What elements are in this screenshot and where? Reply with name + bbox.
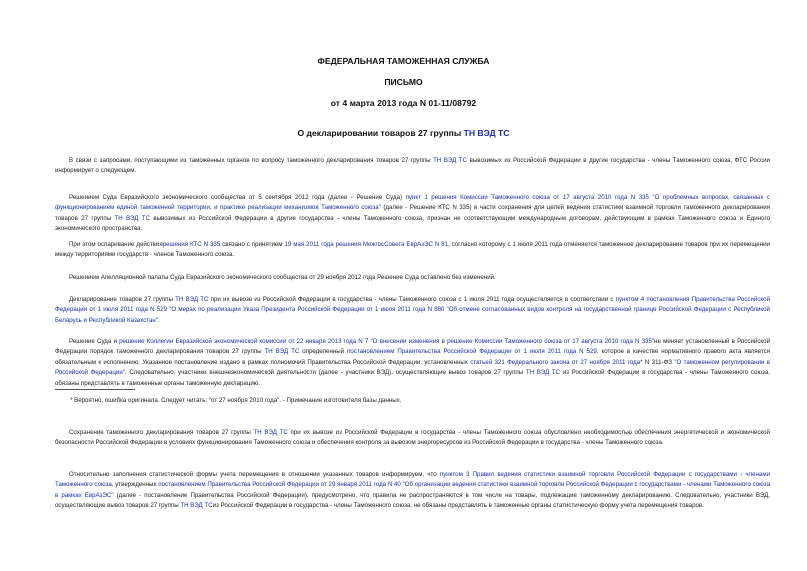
link-kts-decision-335[interactable]: пункт 1 решения Комиссии Таможенного союза от 17 августа 2010 года N 335 "О проблемных вопросах, связанных с функционированием единой таможенной территории, и практике реализации механизмов Таможенного союза" [55,194,770,212]
link-government-resolution-40[interactable]: постановлением Правительства Российской Федерации от 29 января 2011 года N 40 "Об организации ведения статистики взаимной торговли Российской Федерации с государствами - членами Таможенного союза в рамках ЕврАзЭС" [55,481,770,499]
text-span: (далее - Решение КТС N 335) в части сохранения для целей ведения статистики взаимной торговли таможенного декларирования товаров 27 группы [55,204,770,222]
text-span: Относительно заполнения статистической формы учета перемещения в отношении указанных товаров информируем, что [69,471,440,478]
paragraph-7 [55,428,770,449]
text-span: связано с принятием [220,241,285,248]
text-span: (далее - постановление Правительства Российской Федерации), предусмотрено, что правила не распространяются в том числе на товары, подлежащие таможенному декларированию. Следовательно, участники ВЭД, осуществляющие вывоз товаров 27 группы [55,491,770,510]
text-span: не меняет установленный в Российской Федерации порядок таможенного декларирования товаров 27 группы [55,338,771,356]
link-eurasec-decision-81[interactable]: 19 мая 2011 года решения МежгосСовета ЕврАзЭС N 81 [284,241,449,248]
text-span: при их вывозе из Российской Федерации в государства - члены Таможенного союза обусловлено необходимостью обеспечения энергетической и экономической безопасности Российской Федерации в условиях функционирования Таможенного союза и обеспечения контроля за вывозом энергоресурсов из Российской Федерации в государства - члены Таможенного союза. [55,429,770,447]
document-subject [0,128,807,138]
paragraph-4 [55,273,770,283]
paragraph-2 [55,193,770,235]
footnote: * Вероятно, ошибка оригинала. Следует читать: "от 27 ноября 2010 года". - Примечание изготовителя базы данных. [70,397,402,404]
paragraph-1 [55,156,770,177]
text-span: Решением Суда Евразийского экономического сообщества от 5 сентября 2012 года (далее - Решение Суда) [69,194,406,201]
paragraph-6 [55,337,770,389]
text-span: . Следовательно, участники внешнеэкономической деятельности (далее - участники ВЭД), осуществляющие вывоз товаров 27 группы [124,369,526,377]
document-type: ПИСЬМО [384,77,423,87]
agency-title: ФЕДЕРАЛЬНАЯ ТАМОЖЕННАЯ СЛУЖБА [317,56,490,66]
text-span: Сохранение таможенного декларирования товаров 27 группы [69,429,254,436]
link-government-resolution-529[interactable]: пунктом 4 постановления Правительства Российской Федерации от 1 июля 2011 года N 529 "О мерах по реализации Указа Президента Российской Федерации от 1 июля 2011 года N 880 "Об отмене согласованных видов контроля на государственной границе Российской Федерации с Республикой Беларусь и Республикой Казахстан" [55,296,770,324]
link-customs-regulation-law[interactable]: "О таможенном регулировании в Российской Федерации" [55,358,770,377]
paragraph-3 [55,240,770,261]
link-statistics-rules-point-3[interactable]: пунктом 3 Правил ведения статистики взаимной торговли Российской Федерации с государствами - членами Таможенного союза [55,471,770,489]
text-span: Решение Суда и [69,338,120,345]
text-span: , которое в качестве нормативного правого акта является обязательным к исполнению. Указанное постановление издано в рамках полномочий Правительства Российской Федерации, установленных [55,348,770,366]
link-tnved-ts[interactable]: ТН ВЭД ТС [175,296,209,303]
link-federal-law-article-321[interactable]: статьей 321 Федерального закона от 27 ноября 2011 года [470,358,641,366]
link-government-resolution-529[interactable]: постановлением Правительства Российской Федерации от 1 июля 2011 года N 529 [347,348,597,356]
link-tnved-ts[interactable]: ТН ВЭД ТС [433,157,468,164]
text-span: из Российской Федерации в государства - члены Таможенного союза, обязаны представлять в таможенные органы таможенную декларацию. [55,369,770,387]
text-span: В связи с запросами, поступающими из таможенных органов по вопросу таможенного декларирования товаров 27 группы [69,157,434,164]
text-span: при их вывозе из Российской Федерации в государства - члены Таможенного союза с 1 июля 2011 года осуществляется в соответствии с [208,296,616,303]
paragraph-5 [55,295,770,326]
text-span: Декларирование товаров 27 группы [69,296,176,303]
text-span: определенный [299,348,348,356]
link-tnved-ts[interactable]: ТН ВЭД ТС [180,502,213,510]
document-date-number: от 4 марта 2013 года N 01-11/08792 [330,98,477,108]
footnote-divider [55,389,135,390]
subject-link-tnved[interactable]: ТН ВЭД ТС [463,128,510,138]
text-span: . [158,316,160,324]
text-span: Решением Апелляционной палаты Суда Евразийского экономического сообщества от 29 ноября 2012 года Решение Суда оставлено без изменений. [69,274,496,281]
link-kts-decision-335[interactable]: решения КТС N 335 [162,241,221,248]
link-tnved-ts[interactable]: ТН ВЭД ТС [253,429,288,436]
link-tnved-ts[interactable]: ТН ВЭД ТС [264,348,300,356]
text-span: из Российской Федерации в государства - члены Таможенного союза, не обязаны представлять в таможенные органы статистическую форму учета перемещения товаров. [212,502,704,510]
link-tnved-ts[interactable]: ТН ВЭД ТС [114,214,151,222]
text-span: , согласно которому с 1 июля 2011 года отменяется таможенное декларирование товаров при их перемещении между территориями государств - членов Таможенного союза. [55,241,770,259]
text-span: , утвержденных [111,481,159,489]
link-eec-decision-7[interactable]: решение Коллегии Евразийской экономической комиссии от 22 января 2013 года N 7 "О внесении изменения в решение Комиссии Таможенного союза от 17 августа 2010 года N 335" [119,338,655,345]
text-span: вывозимых из Российской Федерации в другие государства - члены Таможенного союза, признан не соответствующим международным договорам, действующим в рамках Таможенного союза и Единого экономического пространства. [55,214,770,233]
link-tnved-ts[interactable]: ТН ВЭД ТС [525,369,561,377]
text-span: При этом оспаривание действия [69,241,163,248]
paragraph-8 [55,470,770,512]
text-span: * N 311-ФЗ [640,358,675,366]
text-span: вывозимых из Российской Федерации в другие государства - члены Таможенного союза, ФТС России информирует о следующем. [55,157,770,175]
subject-text: О декларировании товаров 27 группы [297,128,464,138]
